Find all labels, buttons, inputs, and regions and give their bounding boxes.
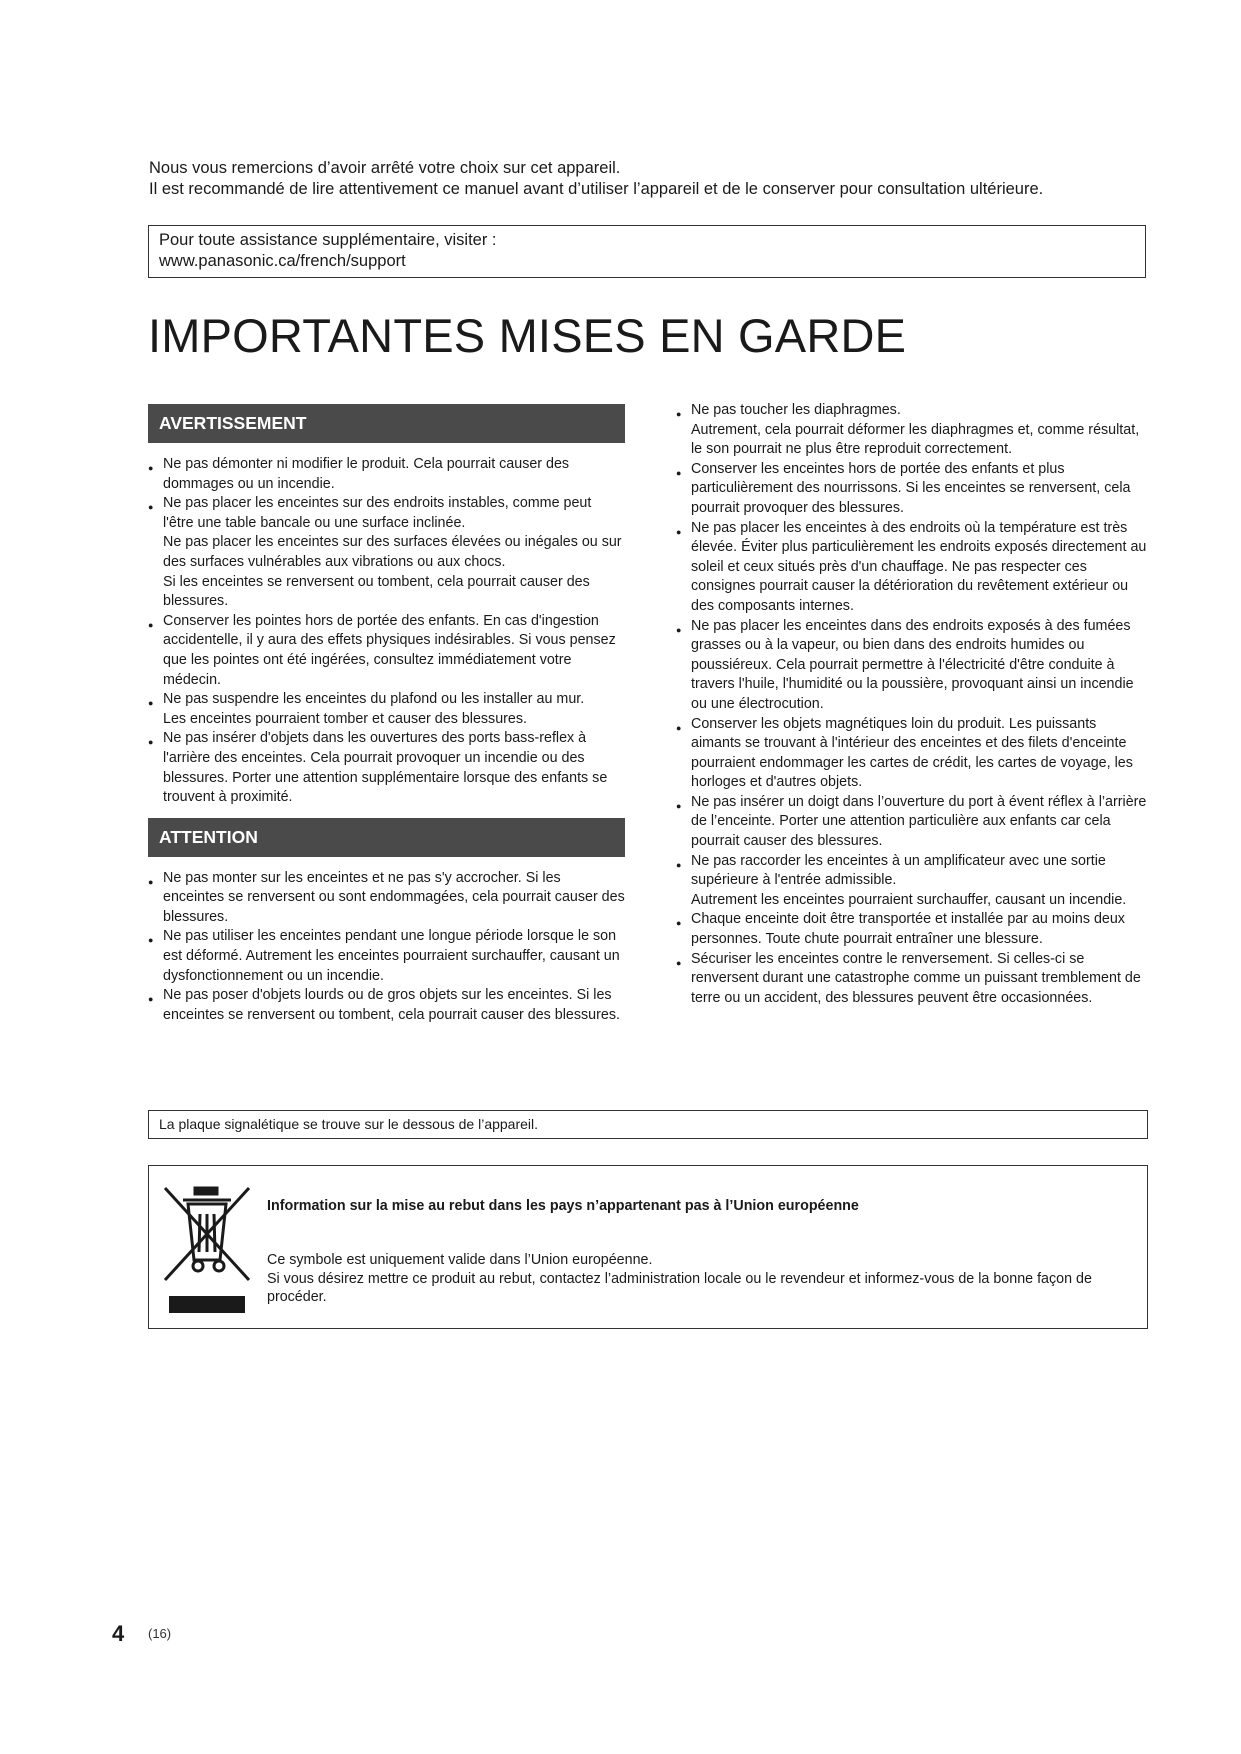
disposal-title: Information sur la mise au rebut dans les pays n’appartenant pas à l’Union européenne	[267, 1198, 859, 1214]
page-number: 4	[112, 1621, 125, 1646]
bullet-text: Ne pas suspendre les enceintes du plafond ou les installer au mur.	[163, 691, 585, 708]
support-label: Pour toute assistance supplémentaire, visiter :	[159, 231, 497, 249]
bullet-dot-icon: ●	[148, 737, 154, 748]
crossed-out-wheelie-bin-icon	[161, 1184, 253, 1314]
support-url: www.panasonic.ca/french/support	[159, 252, 406, 270]
bullet-dot-icon: ●	[148, 698, 154, 709]
bullet-text: Les enceintes pourraient tomber et causer des blessures.	[163, 710, 527, 727]
bullet-dot-icon: ●	[676, 918, 682, 929]
bullet-item	[148, 494, 625, 612]
attention-list	[148, 869, 625, 1026]
bullet-dot-icon: ●	[148, 994, 154, 1005]
bullet-item	[676, 793, 1148, 852]
warning-list	[148, 455, 625, 808]
plate-notice: La plaque signalétique se trouve sur le dessous de l’appareil.	[148, 1110, 1148, 1139]
bullet-text: Ne pas toucher les diaphragmes.	[691, 402, 901, 418]
warning-header: AVERTISSEMENT	[148, 404, 625, 443]
bullet-item	[676, 910, 1148, 949]
disposal-text	[267, 1251, 1137, 1307]
bullet-dot-icon: ●	[148, 463, 154, 473]
bullet-text: Chaque enceinte doit être transportée et installée par au moins deux personnes. Toute chute pourrait entraîner une blessure.	[691, 911, 1125, 948]
bullet-item	[148, 869, 625, 928]
bullet-text: Ne pas placer les enceintes sur des surfaces élevées ou inégales ou sur des surfaces vulnérables aux vibrations ou aux chocs.	[163, 534, 622, 570]
bullet-text: Conserver les pointes hors de portée des enfants. En cas d'ingestion accidentelle, il y aura des effets physiques indésirables. Si vous pensez que les pointes ont été ingérées, consultez immédiatement votre médecin.	[163, 612, 616, 688]
bullet-text: Ne pas utiliser les enceintes pendant une longue période lorsque le son est déformé. Autrement les enceintes pourraient surchauffer, causant un dysfonctionnement ou un incendie.	[163, 928, 620, 984]
right-column	[676, 401, 1148, 1008]
bullet-item	[676, 519, 1148, 617]
bullet-item	[148, 455, 625, 494]
right-list	[676, 401, 1148, 1008]
bullet-text: Ne pas insérer d'objets dans les ouvertures des ports bass-reflex à l'arrière des enceintes. Cela pourrait provoquer un incendie ou des blessures. Porter une attention supplémentaire lorsque des enfants se trouvent à proximité.	[163, 730, 608, 806]
bullet-dot-icon: ●	[148, 502, 154, 513]
attention-header: ATTENTION	[148, 818, 625, 857]
bullet-item	[676, 950, 1148, 1009]
bullet-dot-icon: ●	[676, 526, 682, 537]
bullet-dot-icon: ●	[148, 619, 154, 630]
disposal-box	[148, 1165, 1148, 1329]
bullet-dot-icon: ●	[676, 859, 682, 870]
bullet-dot-icon: ●	[676, 409, 682, 419]
bullet-text: Ne pas poser d'objets lourds ou de gros objets sur les enceintes. Si les enceintes se renversent ou tombent, cela pourrait causer des blessures.	[163, 987, 620, 1023]
bullet-item	[148, 927, 625, 986]
intro-line-1: Nous vous remercions d’avoir arrêté votre choix sur cet appareil.	[149, 159, 621, 177]
bullet-dot-icon: ●	[148, 876, 154, 887]
bullet-item	[676, 617, 1148, 715]
bullet-text: Ne pas raccorder les enceintes à un amplificateur avec une sortie supérieure à l'entrée admissible.	[691, 852, 1106, 889]
bullet-text: Ne pas placer les enceintes à des endroits où la température est très élevée. Éviter plus particulièrement les endroits exposés directement au soleil et ceux situés près d'un chauffage. Ne pas respecter ces consignes pourrait causer la détérioration du revêtement extérieur ou des composants internes.	[691, 519, 1147, 614]
bullet-dot-icon: ●	[676, 722, 682, 733]
bullet-text: Autrement les enceintes pourraient surchauffer, causant un incendie.	[691, 891, 1127, 908]
bullet-text: Si les enceintes se renversent ou tombent, cela pourrait causer des blessures.	[163, 573, 590, 610]
bullet-text: Sécuriser les enceintes contre le renversement. Si celles-ci se renversent durant une catastrophe comme un puissant tremblement de terre ou un accident, des blessures peuvent être occasionnées.	[691, 950, 1141, 1006]
bullet-item	[676, 460, 1148, 519]
bullet-dot-icon: ●	[148, 935, 154, 946]
bullet-item	[676, 715, 1148, 793]
bullet-item	[148, 690, 625, 729]
left-column	[148, 404, 625, 1025]
bullet-text: Ne pas placer les enceintes dans des endroits exposés à des fumées grasses ou à la vapeur, ou bien dans des endroits humides ou poussiéreux. Cela pourrait permettre à l'électricité d'être conduite à travers l'huile, l'humidité ou la poussière, provoquant ainsi un incendie ou une électrocution.	[691, 617, 1134, 712]
bullet-item	[148, 729, 625, 807]
page-sub-number: (16)	[148, 1626, 172, 1641]
bullet-text: Ne pas démonter ni modifier le produit. Cela pourrait causer des dommages ou un incendie.	[163, 456, 570, 492]
bullet-item	[148, 986, 625, 1025]
bullet-dot-icon: ●	[676, 467, 682, 478]
bullet-text: Autrement, cela pourrait déformer les diaphragmes et, comme résultat, le son pourrait ne plus être reproduit correctement.	[691, 421, 1140, 458]
disposal-line-1: Ce symbole est uniquement valide dans l’Union européenne.	[267, 1252, 653, 1268]
bullet-dot-icon: ●	[676, 624, 682, 635]
bullet-text: Conserver les enceintes hors de portée des enfants et plus particulièrement des nourrissons. Si les enceintes se renversent, cela pourrait provoquer des blessures.	[691, 460, 1131, 516]
bullet-text: Ne pas monter sur les enceintes et ne pas s'y accrocher. Si les enceintes se renversent ou sont endommagées, cela pourrait causer des blessures.	[163, 869, 625, 925]
bullet-text: Ne pas insérer un doigt dans l’ouverture du port à évent réflex à l’arrière de l’enceinte. Porter une attention particulière aux enfants car cela pourrait causer des blessures.	[691, 793, 1147, 850]
bullet-item	[676, 852, 1148, 911]
bullet-dot-icon: ●	[676, 957, 682, 968]
bullet-item	[148, 612, 625, 690]
intro-line-2: Il est recommandé de lire attentivement ce manuel avant d’utiliser l’appareil et de le conserver pour consultation ultérieure.	[149, 180, 1044, 198]
bullet-text: Conserver les objets magnétiques loin du produit. Les puissants aimants se trouvant à l'intérieur des enceintes et des filets d'enceinte pourraient endommager les cartes de crédit, les cartes de voyage, les horloges et d'autres objets.	[691, 715, 1133, 791]
support-box	[148, 225, 1146, 278]
bullet-item	[676, 401, 1148, 460]
bullet-dot-icon: ●	[676, 800, 682, 811]
bullet-text: Ne pas placer les enceintes sur des endroits instables, comme peut l'être une table bancale ou une surface inclinée.	[163, 495, 592, 531]
page-title: IMPORTANTES MISES EN GARDE	[148, 309, 907, 362]
intro-text	[149, 158, 1149, 200]
disposal-line-2: Si vous désirez mettre ce produit au rebut, contactez l’administration locale ou le revendeur et informez-vous de la bonne façon de procéder.	[267, 1270, 1092, 1305]
